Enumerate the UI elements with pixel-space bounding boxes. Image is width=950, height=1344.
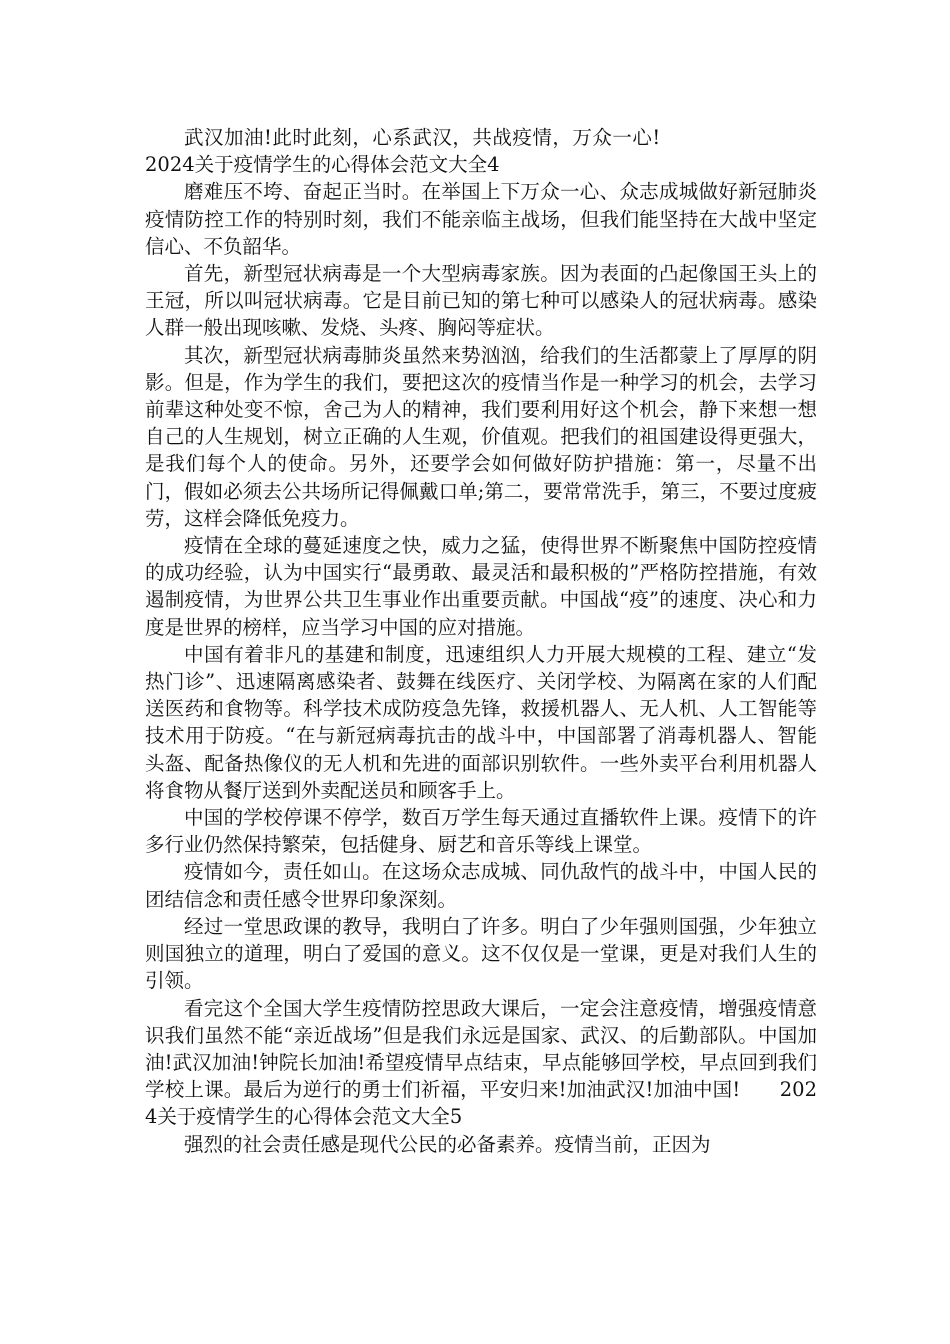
section-heading-4: 2024关于疫情学生的心得体会范文大全4 xyxy=(145,153,500,177)
paragraph: 首先，新型冠状病毒是一个大型病毒家族。因为表面的凸起像国王头上的王冠，所以叫冠状病毒。它是目前已知的第七种可以感染人的冠状病毒。感染人群一般出现咳嗽、发烧、头疼、胸闷等症状。 xyxy=(145,262,817,340)
paragraph: 疫情在全球的蔓延速度之快，威力之猛，使得世界不断聚焦中国防控疫情的成功经验，认为中国实行“最勇敢、最灵活和最积极的”严格防控措施，有效遏制疫情，为世界公共卫生事业作出重要贡献。中国战“疫”的速度、决心和力度是世界的榜样，应当学习中国的应对措施。 xyxy=(145,534,817,639)
paragraph: 强烈的社会责任感是现代公民的必备素养。疫情当前，正因为 xyxy=(184,1132,711,1156)
paragraph: 中国有着非凡的基建和制度，迅速组织人力开展大规模的工程、建立“发热门诊”、迅速隔离感染者、鼓舞在线医疗、关闭学校、为隔离在家的人们配送医药和食物等。科学技术成防疫急先锋，救援机器人、无人机、人工智能等技术用于防疫。“在与新冠病毒抗击的战斗中，中国部署了消毒机器人、智能头盔、配备热像仪的无人机和先进的面部识别软件。一些外卖平台利用机器人将食物从餐厅送到外卖配送员和顾客手上。 xyxy=(145,642,817,802)
document-body xyxy=(145,124,817,1158)
paragraph: 看完这个全国大学生疫情防控思政大课后，一定会注意疫情，增强疫情意识我们虽然不能“亲近战场”但是我们永远是国家、武汉、的后勤部队。中国加油!武汉加油!钟院长加油!希望疫情早点结束，早点能够回学校，早点回到我们学校上课。最后为逆行的勇士们祈福，平安归来!加油武汉!加油中国! 2024关于疫情学生的心得体会范文大全5 xyxy=(145,996,817,1129)
paragraph: 中国的学校停课不停学，数百万学生每天通过直播软件上课。疫情下的许多行业仍然保持繁荣，包括健身、厨艺和音乐等线上课堂。 xyxy=(145,806,817,857)
paragraph: 磨难压不垮、奋起正当时。在举国上下万众一心、众志成城做好新冠肺炎疫情防控工作的特别时刻，我们不能亲临主战场，但我们能坚持在大战中坚定信心、不负韶华。 xyxy=(145,180,817,258)
paragraph: 经过一堂思政课的教导，我明白了许多。明白了少年强则国强，少年独立则国独立的道理，明白了爱国的意义。这不仅仅是一堂课，更是对我们人生的引领。 xyxy=(145,914,817,993)
paragraph-opening-cheer: 武汉加油!此时此刻，心系武汉，共战疫情，万众一心! xyxy=(184,126,661,149)
paragraph: 其次，新型冠状病毒肺炎虽然来势汹汹，给我们的生活都蒙上了厚厚的阴影。但是，作为学生的我们，要把这次的疫情当作是一种学习的机会，去学习前辈这种处变不惊，舍己为人的精神，我们要利用好这个机会，静下来想一想自己的人生规划，树立正确的人生观，价值观。把我们的祖国建设得更强大，是我们每个人的使命。另外，还要学会如何做好防护措施：第一，尽量不出门，假如必须去公共场所记得佩戴口单;第二，要常常洗手，第三，不要过度疲劳，这样会降低免疫力。 xyxy=(145,343,817,530)
paragraph: 疫情如今，责任如山。在这场众志成城、同仇敌忾的战斗中，中国人民的团结信念和责任感令世界印象深刻。 xyxy=(145,860,817,911)
